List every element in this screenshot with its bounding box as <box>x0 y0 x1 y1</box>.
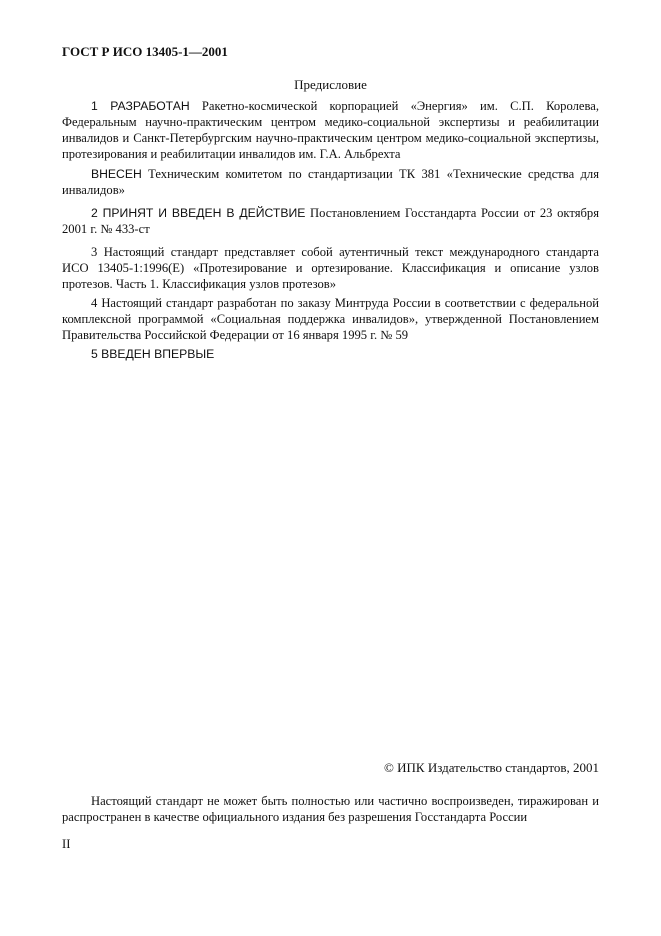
paragraph-lead: 5 ВВЕДЕН ВПЕРВЫЕ <box>91 347 215 361</box>
paragraph-authentic-text <box>62 244 599 292</box>
paragraph-developed <box>62 98 599 162</box>
document-code: ГОСТ Р ИСО 13405-1—2001 <box>62 44 228 59</box>
paragraph-first-introduced <box>62 346 599 362</box>
paragraph-lead: ВНЕСЕН <box>91 167 142 181</box>
paragraph-adopted <box>62 205 599 237</box>
paragraph-submitted <box>62 166 599 198</box>
paragraph-lead: 2 ПРИНЯТ И ВВЕДЕН В ДЕЙСТВИЕ <box>91 206 306 220</box>
paragraph-text: Техническим комитетом по стандартизации ТК 381 «Технические средства для инвалидов» <box>62 167 599 197</box>
paragraph-commissioned <box>62 295 599 343</box>
paragraph-text: Постановлением Госстандарта России от 23 октября 2001 г. № 433-ст <box>62 206 599 236</box>
reproduction-notice: Настоящий стандарт не может быть полностью или частично воспроизведен, тиражирован и распространен в качестве официального издания без разрешения Госстандарта России <box>62 794 599 824</box>
copyright-line: © ИПК Издательство стандартов, 2001 <box>384 760 599 775</box>
page-title: Предисловие <box>294 77 367 92</box>
page-number: II <box>62 837 71 851</box>
paragraph-text: 3 Настоящий стандарт представляет собой аутентичный текст международного стандарта ИСО 13405-1:1996(Е) «Протезирование и ортезирование. Классификация и описание узлов протезов. Часть 1. Классификация узлов протезов» <box>62 245 599 291</box>
paragraph-lead: 1 РАЗРАБОТАН <box>91 99 190 113</box>
paragraph-text: Ракетно-космической корпорацией «Энергия» им. С.П. Королева, Федеральным научно-практическим центром медико-социальной экспертизы и реабилитации инвалидов и Санкт-Петербургским научно-практическим центром медико-социальной экспертизы, протезирования и реабилитации инвалидов им. Г.А. Альбрехта <box>62 99 599 161</box>
paragraph-text: 4 Настоящий стандарт разработан по заказу Минтруда России в соответствии с федеральной комплексной программой «Социальная поддержка инвалидов», утвержденной Постановлением Правительства Российской Федерации от 16 января 1995 г. № 59 <box>62 296 599 342</box>
